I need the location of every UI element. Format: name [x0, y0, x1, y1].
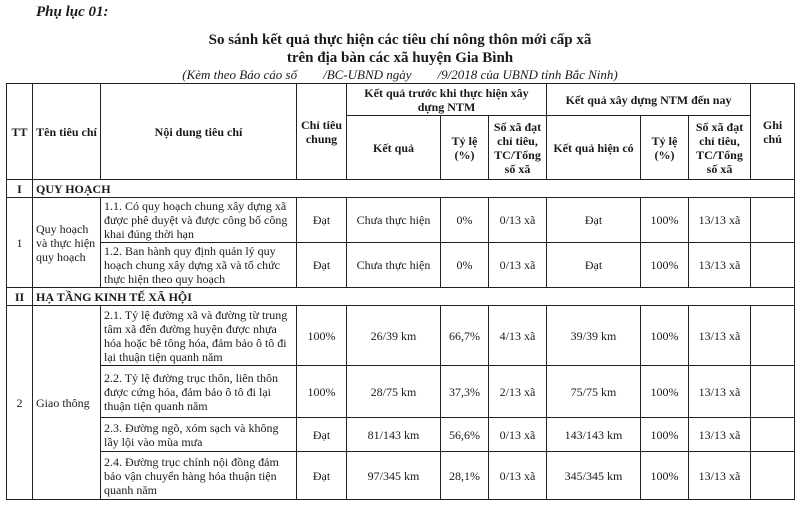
- rate-now: 100%: [641, 306, 689, 366]
- rate-before: 37,3%: [441, 366, 489, 418]
- result-before: Chưa thực hiện: [347, 198, 441, 243]
- table-row: [7, 452, 795, 500]
- document-title-line2: trên địa bàn các xã huyện Gia Bình: [286, 50, 514, 66]
- rate-now: 100%: [641, 243, 689, 288]
- rate-before: 28,1%: [441, 452, 489, 500]
- communes-now: 13/13 xã: [689, 198, 751, 243]
- result-before: 26/39 km: [347, 306, 441, 366]
- table-row: [7, 366, 795, 418]
- result-before: 28/75 km: [347, 366, 441, 418]
- notes: [751, 243, 795, 288]
- table-row: [7, 198, 795, 243]
- communes-before: 0/13 xã: [489, 198, 547, 243]
- communes-now: 13/13 xã: [689, 306, 751, 366]
- communes-before: 2/13 xã: [489, 366, 547, 418]
- criteria-content: 2.1. Tỷ lệ đường xã và đường từ trung tâm xã đến đường huyện được nhựa hóa hoặc bê tông hóa, đảm bảo ô tô đi lại thuận tiện quanh năm: [101, 306, 297, 366]
- table-row: [7, 243, 795, 288]
- header-rate-before: Tỷ lệ (%): [441, 116, 489, 180]
- criteria-table: [6, 83, 795, 500]
- result-before: 81/143 km: [347, 418, 441, 452]
- criteria-content: 2.3. Đường ngõ, xóm sạch và không lầy lội vào mùa mưa: [101, 418, 297, 452]
- header-notes: Ghi chú: [751, 84, 795, 180]
- rate-now: 100%: [641, 418, 689, 452]
- section-title: HẠ TẦNG KINH TẾ XÃ HỘI: [33, 288, 795, 306]
- common-target: 100%: [297, 306, 347, 366]
- result-before: 97/345 km: [347, 452, 441, 500]
- common-target: Đạt: [297, 418, 347, 452]
- header-before-group: Kết quả trước khi thực hiện xây dựng NTM: [347, 84, 547, 116]
- communes-now: 13/13 xã: [689, 418, 751, 452]
- communes-now: 13/13 xã: [689, 452, 751, 500]
- common-target: Đạt: [297, 198, 347, 243]
- header-criteria-name: Tên tiêu chí: [33, 84, 101, 180]
- communes-now: 13/13 xã: [689, 243, 751, 288]
- notes: [751, 306, 795, 366]
- rate-now: 100%: [641, 366, 689, 418]
- communes-before: 0/13 xã: [489, 418, 547, 452]
- header-criteria-content: Nội dung tiêu chí: [101, 84, 297, 180]
- section-row: [7, 180, 795, 198]
- header-communes-before: Số xã đạt chỉ tiêu, TC/Tổng số xã: [489, 116, 547, 180]
- header-result-before: Kết quả: [347, 116, 441, 180]
- section-number: I: [7, 180, 33, 198]
- notes: [751, 366, 795, 418]
- header-after-group: Kết quả xây dựng NTM đến nay: [547, 84, 751, 116]
- group-number: 2: [7, 306, 33, 500]
- rate-before: 0%: [441, 243, 489, 288]
- group-name: Quy hoạch và thực hiện quy hoạch: [33, 198, 101, 288]
- communes-before: 0/13 xã: [489, 452, 547, 500]
- rate-now: 100%: [641, 198, 689, 243]
- group-number: 1: [7, 198, 33, 288]
- document-subtitle: (Kèm theo Báo cáo số /BC-UBND ngày /9/2018 của UBND tỉnh Bắc Ninh): [182, 67, 618, 82]
- notes: [751, 452, 795, 500]
- table-row: [7, 418, 795, 452]
- common-target: Đạt: [297, 452, 347, 500]
- header-result-now: Kết quả hiện có: [547, 116, 641, 180]
- table-row: [7, 306, 795, 366]
- common-target: Đạt: [297, 243, 347, 288]
- section-row: [7, 288, 795, 306]
- rate-before: 0%: [441, 198, 489, 243]
- common-target: 100%: [297, 366, 347, 418]
- notes: [751, 418, 795, 452]
- communes-before: 4/13 xã: [489, 306, 547, 366]
- appendix-label: Phụ lục 01:: [36, 4, 109, 20]
- notes: [751, 198, 795, 243]
- result-before: Chưa thực hiện: [347, 243, 441, 288]
- header-common-target: Chỉ tiêu chung: [297, 84, 347, 180]
- rate-now: 100%: [641, 452, 689, 500]
- result-now: 345/345 km: [547, 452, 641, 500]
- rate-before: 56,6%: [441, 418, 489, 452]
- result-now: 143/143 km: [547, 418, 641, 452]
- section-number: II: [7, 288, 33, 306]
- result-now: 75/75 km: [547, 366, 641, 418]
- rate-before: 66,7%: [441, 306, 489, 366]
- group-name: Giao thông: [33, 306, 101, 500]
- criteria-content: 1.2. Ban hành quy định quản lý quy hoạch chung xây dựng xã và tổ chức thực hiện theo quy hoạch: [101, 243, 297, 288]
- result-now: Đạt: [547, 243, 641, 288]
- communes-before: 0/13 xã: [489, 243, 547, 288]
- result-now: 39/39 km: [547, 306, 641, 366]
- document-title: So sánh kết quả thực hiện các tiêu chí nông thôn mới cấp xã: [208, 32, 592, 48]
- criteria-content: 2.4. Đường trục chính nội đồng đảm bảo vận chuyển hàng hóa thuận tiện quanh năm: [101, 452, 297, 500]
- header-communes-now: Số xã đạt chỉ tiêu, TC/Tổng số xã: [689, 116, 751, 180]
- criteria-content: 2.2. Tỷ lệ đường trục thôn, liên thôn được cứng hóa, đảm bảo ô tô đi lại thuận tiện quanh năm: [101, 366, 297, 418]
- section-title: QUY HOẠCH: [33, 180, 795, 198]
- communes-now: 13/13 xã: [689, 366, 751, 418]
- criteria-content: 1.1. Có quy hoạch chung xây dựng xã được phê duyệt và được công bố công khai đúng thời hạn: [101, 198, 297, 243]
- header-tt: TT: [7, 84, 33, 180]
- result-now: Đạt: [547, 198, 641, 243]
- header-rate-now: Tỷ lệ (%): [641, 116, 689, 180]
